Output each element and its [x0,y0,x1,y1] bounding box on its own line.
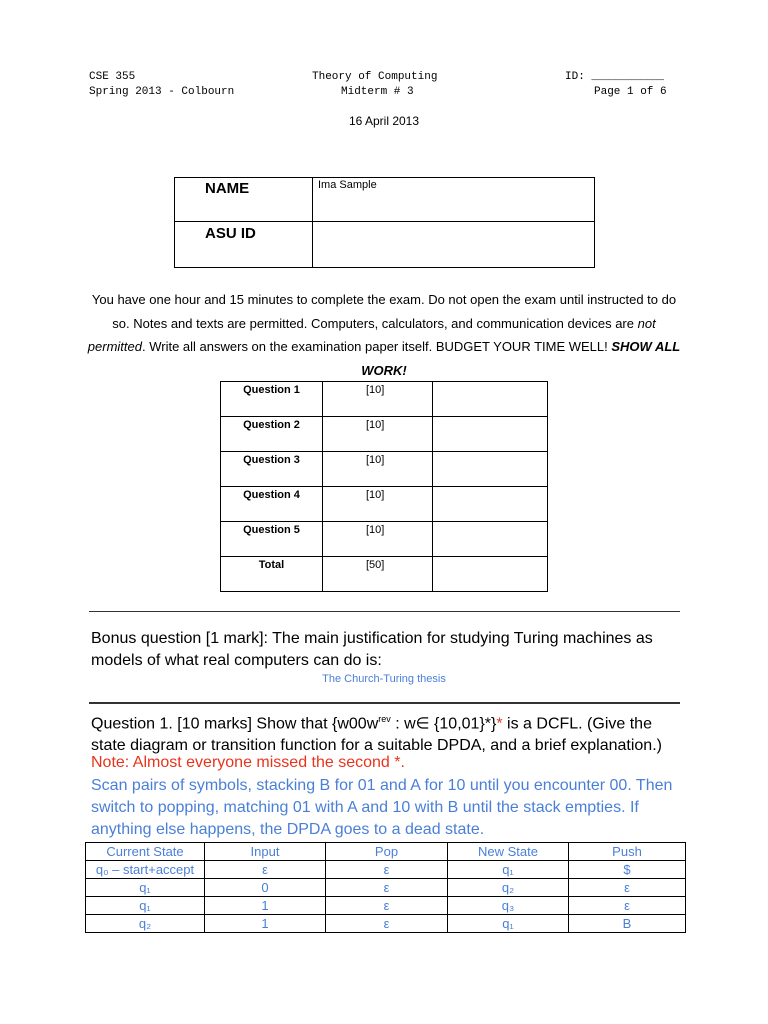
score-question-label: Question 3 [221,452,323,487]
header-current-state: Current State [86,843,205,861]
cell-push: ε [569,879,686,897]
cell-pop: ε [326,897,448,915]
transition-row [86,879,686,897]
score-table [220,381,548,592]
score-value [433,417,548,452]
q1-answer: Scan pairs of symbols, stacking B for 01 and A for 10 until you encounter 00. Then switch to popping, matching 01 with A and 10 with B until the stack empties. If anything else happens, the DPDA goes to a dead state. [91,777,673,838]
name-value: Ima Sample [313,178,595,222]
transition-table [85,842,686,933]
q1-star: * [496,715,503,733]
divider [89,702,680,704]
instructions-text-2: . Write all answers on the examination paper itself. BUDGET YOUR TIME WELL! [141,339,612,354]
score-points: [10] [323,382,433,417]
cell-input: 1 [205,915,326,933]
identity-table [174,177,595,268]
q1-note: Note: Almost everyone missed the second *. [91,754,405,771]
transition-header-row [86,843,686,861]
instructions [86,288,682,382]
header-input: Input [205,843,326,861]
question-1 [91,708,681,757]
cell-pop: ε [326,861,448,879]
asu-id-label: ASU ID [175,222,313,268]
asu-id-value [313,222,595,268]
score-value [433,522,548,557]
cell-new-state: q₂ [448,879,569,897]
score-value [433,382,548,417]
exam-date: 16 April 2013 [348,114,420,128]
transition-row [86,897,686,915]
divider [89,611,680,612]
score-row [221,452,548,487]
score-question-label: Question 2 [221,417,323,452]
cell-pop: ε [326,915,448,933]
score-question-label: Question 1 [221,382,323,417]
score-total-points: [50] [323,557,433,592]
header-new-state: New State [448,843,569,861]
header-push: Push [569,843,686,861]
score-row [221,487,548,522]
course-code: CSE 355 [89,71,136,83]
transition-row [86,861,686,879]
q1-text-prefix: Question 1. [10 marks] Show that {w00w [91,715,379,733]
cell-input: ε [205,861,326,879]
cell-new-state: q₁ [448,915,569,933]
header-pop: Pop [326,843,448,861]
score-total-value [433,557,548,592]
score-row [221,522,548,557]
cell-pop: ε [326,879,448,897]
cell-current-state: q₀ – start+accept [86,861,205,879]
score-value [433,452,548,487]
name-label: NAME [175,178,313,222]
page-number: Page 1 of 6 [594,86,667,98]
score-total-label: Total [221,557,323,592]
cell-current-state: q₂ [86,915,205,933]
score-points: [10] [323,522,433,557]
exam-title: Midterm # 3 [341,86,414,98]
instructions-show-work: SHOW ALL WORK! [361,339,681,378]
cell-new-state: q₁ [448,861,569,879]
term-instructor: Spring 2013 - Colbourn [89,86,235,98]
cell-push: ε [569,897,686,915]
course-title: Theory of Computing [312,71,438,83]
transition-row [86,915,686,933]
score-points: [10] [323,452,433,487]
cell-input: 0 [205,879,326,897]
q1-text-middle: : w∈ {10,01}*} [390,715,497,733]
score-value [433,487,548,522]
id-field: ID: ___________ [565,71,665,83]
score-points: [10] [323,487,433,522]
score-points: [10] [323,417,433,452]
cell-new-state: q₃ [448,897,569,915]
q1-text-suffix: is a DCFL. (Give the state diagram or transition function for a suitable DPDA, and a brief explanation.) [91,715,662,755]
cell-current-state: q₁ [86,897,205,915]
cell-push: B [569,915,686,933]
score-row [221,417,548,452]
bonus-question: Bonus question [1 mark]: The main justification for studying Turing machines as models of what real computers can do is: [91,630,653,669]
cell-current-state: q₁ [86,879,205,897]
instructions-emphasis: not permitted [87,315,656,354]
bonus-answer: The Church-Turing thesis [322,673,446,685]
score-row [221,557,548,592]
score-row [221,382,548,417]
cell-push: $ [569,861,686,879]
instructions-text-1: You have one hour and 15 minutes to complete the exam. Do not open the exam until instructed to do so. Notes and texts are permitted. Computers, calculators, and communication devices are [91,292,677,331]
score-question-label: Question 5 [221,522,323,557]
q1-superscript: rev [378,714,391,724]
score-question-label: Question 4 [221,487,323,522]
cell-input: 1 [205,897,326,915]
